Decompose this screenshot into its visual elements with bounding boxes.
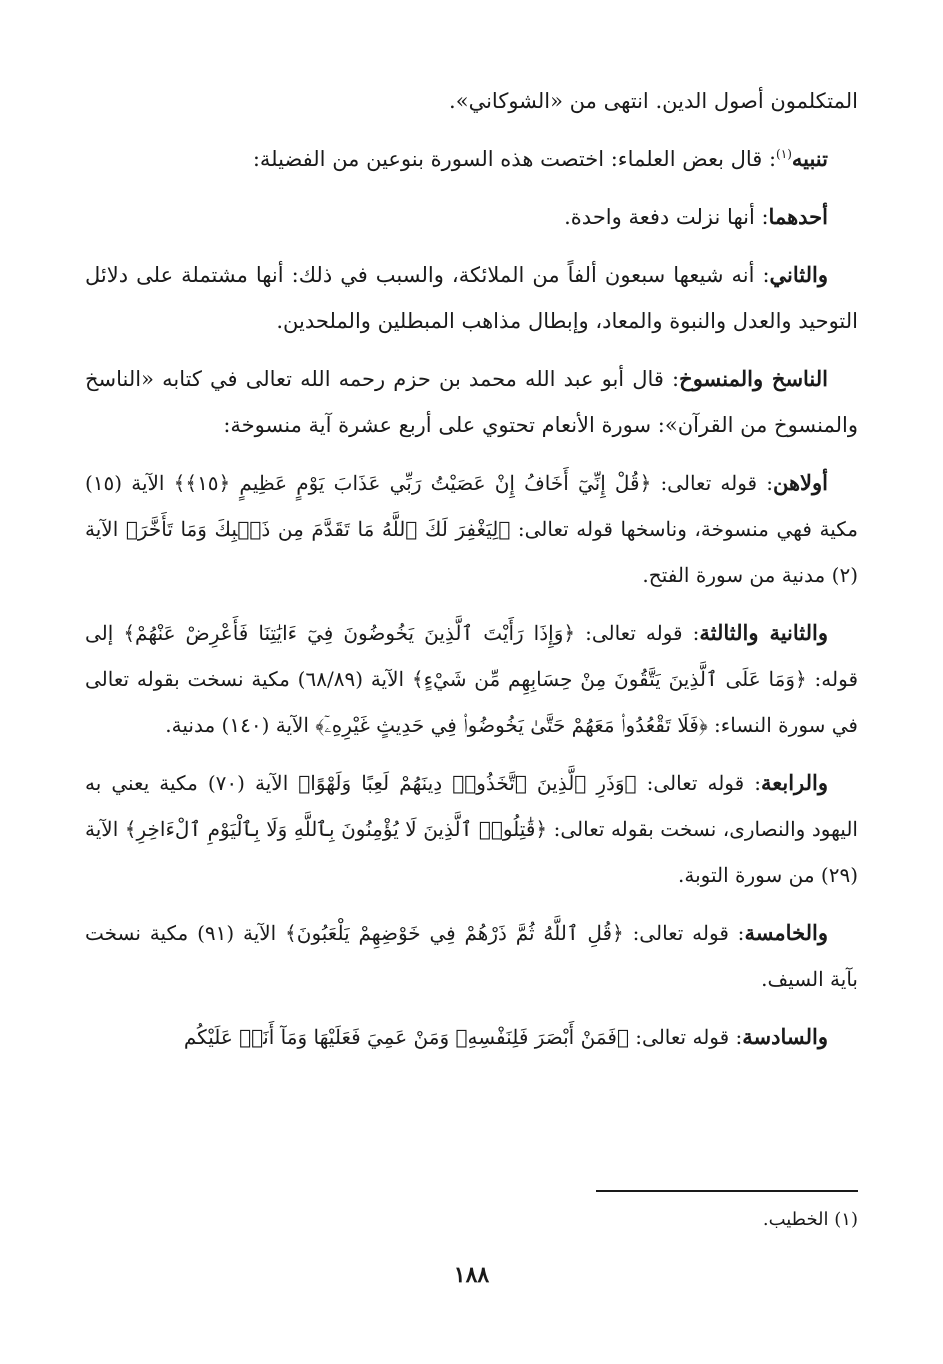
paragraph-text: : قوله تعالى: ﴿فَمَنْ أَبْصَرَ فَلِنَفْسِهِۦ وَمَنْ عَمِيَ فَعَلَيْهَا وَمَآ أَنَا۠ عَلَيْكُم [183,1025,743,1049]
paragraph-lead: الناسخ والمنسوخ [679,366,829,391]
paragraph-text: : قوله تعالى: ﴿وَإِذَا رَأَيْتَ ٱلَّذِينَ يَخُوضُونَ فِيٓ ءَايَٰتِنَا فَأَعْرِضْ عَنْهُمْ﴾ إلى قوله: ﴿وَمَا عَلَى ٱلَّذِينَ يَتَّقُونَ مِنْ حِسَابِهِم مِّن شَيْءٍ﴾ الآية (٦٨/٨٩) مكية نسخت بقوله تعالى في سورة النساء: ﴿فَلَا تَقْعُدُوا۟ مَعَهُمْ حَتَّىٰ يَخُوضُوا۟ فِي حَدِيثٍ غَيْرِهِۦٓ﴾ الآية (١٤٠) مدنية. [85,621,859,737]
paragraph-lead: والخامسة [744,920,829,945]
paragraph-7 [85,610,858,748]
footnote-marker: (١) [776,147,792,161]
paragraph-text: المتكلمون أصول الدين. انتهى من «الشوكاني». [449,89,858,113]
paragraph-lead: أحدهما [768,204,828,229]
paragraph-lead: والثانية والثالثة [699,620,828,645]
main-text [85,78,858,1060]
paragraph-lead: والسادسة [742,1024,828,1049]
paragraph-lead: أولاهن [772,470,828,495]
paragraph-lead: والثاني [769,262,828,287]
paragraph-text: : قوله تعالى: ﴿وَذَرِ ٱلَّذِينَ ٱتَّخَذُوا۟ دِينَهُمْ لَعِبًا وَلَهْوًا﴾ الآية (٧٠) مكية يعني به اليهود والنصارى، نسخت بقوله تعالى: ﴿قَٰتِلُوا۟ ٱلَّذِينَ لَا يُؤْمِنُونَ بِٱللَّهِ وَلَا بِٱلْيَوْمِ ٱلْءَاخِرِ﴾ الآية (٢٩) من سورة التوبة. [85,771,858,887]
paragraph-1 [85,78,858,124]
footnote-divider [596,1190,858,1192]
paragraph-5 [85,356,858,448]
paragraph-lead: والرابعة [760,770,828,795]
paragraph-4 [85,252,858,344]
paragraph-text: : قوله تعالى: ﴿قُلِ ٱللَّهُ ثُمَّ ذَرْهُمْ فِي خَوْضِهِمْ يَلْعَبُونَ﴾ الآية (٩١) مكية نسخت بآية السيف. [85,921,858,991]
paragraph-lead: تنبيه [791,146,828,171]
paragraph-9 [85,910,858,1002]
page-number: ١٨٨ [453,1262,490,1288]
paragraph-text: : قال بعض العلماء: اختصت هذه السورة بنوعين من الفضيلة: [252,147,777,171]
paragraph-2 [85,136,858,182]
paragraph-text: : أنه شيعها سبعون ألفاً من الملائكة، والسبب في ذلك: أنها مشتملة على دلائل التوحيد والعدل والنبوة والمعاد، وإبطال مذاهب المبطلين والملحدين. [85,263,858,333]
paragraph-text: : قال أبو عبد الله محمد بن حزم رحمه الله تعالى في كتابه «الناسخ والمنسوخ من القرآن»: سورة الأنعام تحتوي على أربع عشرة آية منسوخة: [85,367,858,437]
paragraph-text: : قوله تعالى: ﴿قُلْ إِنِّيٓ أَخَافُ إِنْ عَصَيْتُ رَبِّي عَذَابَ يَوْمٍ عَظِيمٍ ﴿١٥﴾﴾ الآية (١٥) مكية فهي منسوخة، وناسخها قوله تعالى: ﴿لِيَغْفِرَ لَكَ ٱللَّهُ مَا تَقَدَّمَ مِن ذَنۢبِكَ وَمَا تَأَخَّرَ﴾ الآية (٢) مدنية من سورة الفتح. [85,471,858,587]
paragraph-10 [85,1014,858,1060]
paragraph-6 [85,460,858,598]
paragraph-8 [85,760,858,898]
paragraph-text: : أنها نزلت دفعة واحدة. [564,205,769,229]
paragraph-3 [85,194,858,240]
footnote: (١) الخطيب. [762,1209,858,1230]
